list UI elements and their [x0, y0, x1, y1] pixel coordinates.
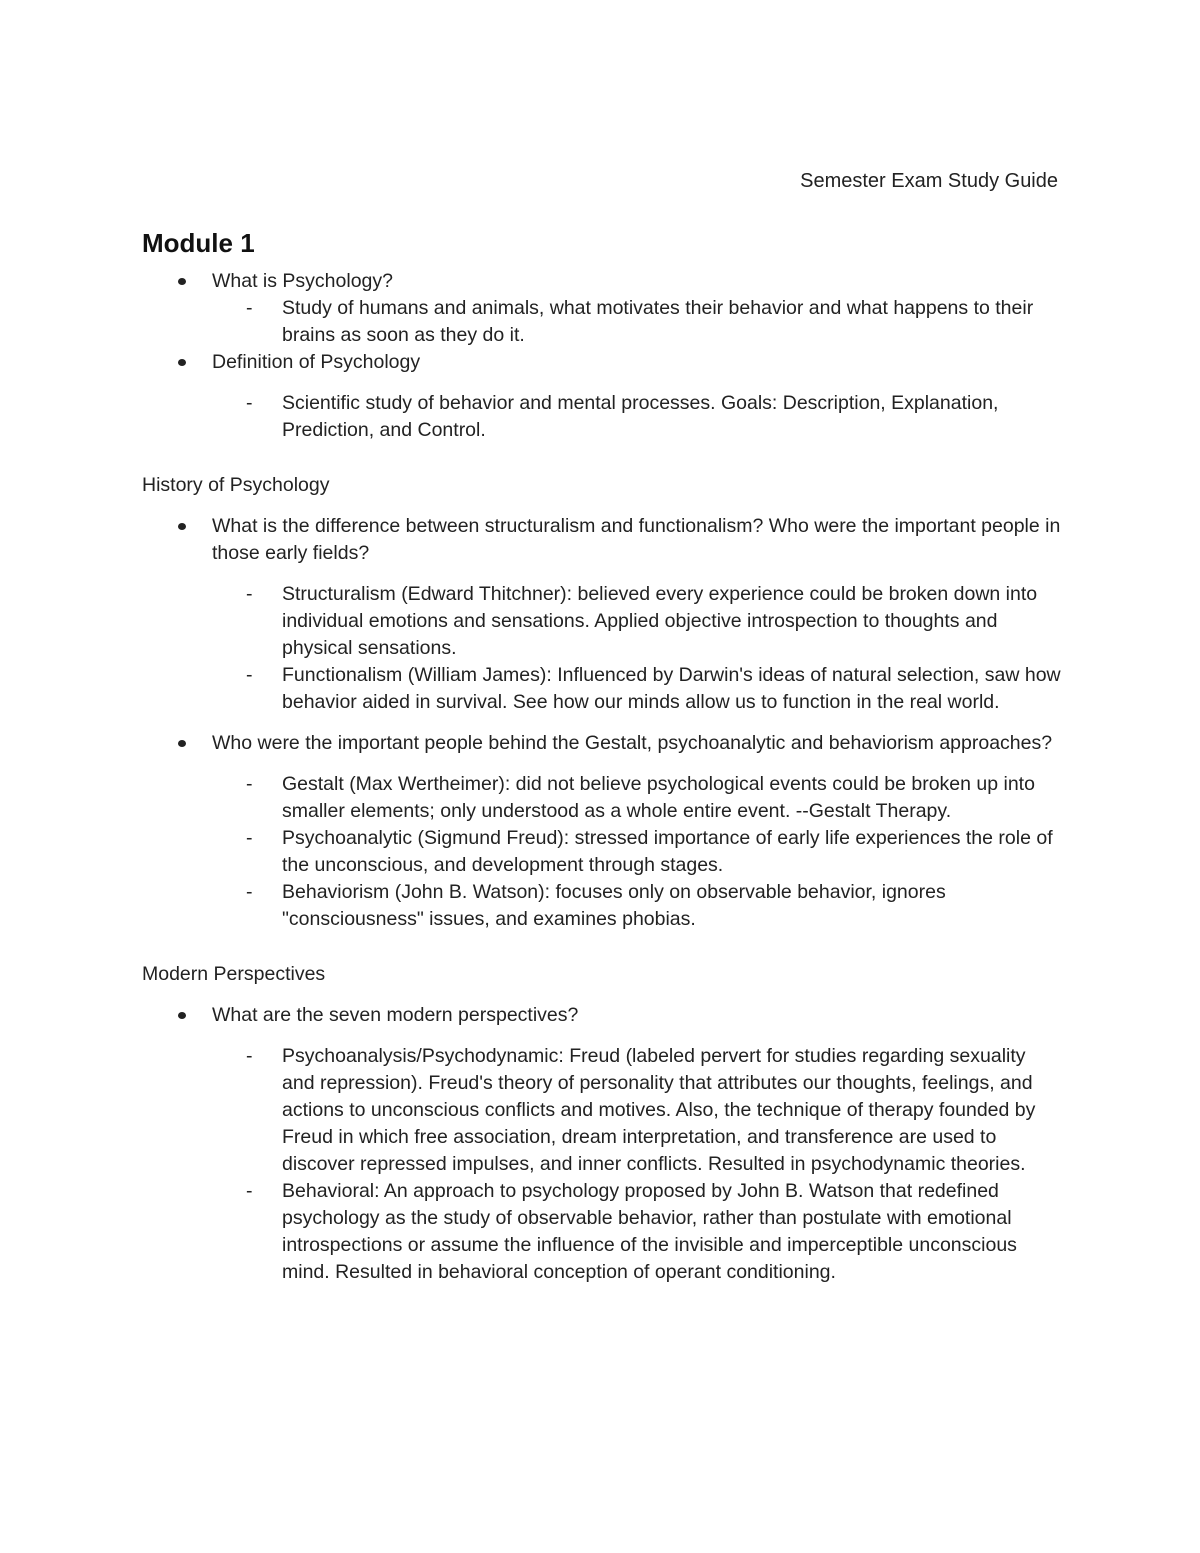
answer-list	[142, 1043, 1062, 1286]
bullet-icon	[178, 1012, 186, 1019]
answer-item	[142, 662, 1062, 716]
dash-icon: -	[246, 827, 253, 849]
question-what-is-psychology	[142, 268, 1062, 295]
answer-list	[142, 581, 1062, 716]
answer-item	[142, 825, 1062, 879]
question-seven-perspectives	[142, 1002, 1062, 1029]
answer-text: Scientific study of behavior and mental processes. Goals: Description, Explanation, Prediction, and Control.	[282, 392, 999, 441]
dash-icon: -	[246, 881, 253, 903]
answer-list	[142, 295, 1062, 349]
document-body	[142, 226, 1062, 1286]
answer-item	[142, 581, 1062, 662]
answer-list	[142, 771, 1062, 933]
answer-list	[142, 390, 1062, 444]
document-header: Semester Exam Study Guide	[800, 170, 1058, 192]
bullet-icon	[178, 523, 186, 530]
answer-item	[142, 1178, 1062, 1286]
answer-text: Gestalt (Max Wertheimer): did not believe psychological events could be broken up into smaller elements; only understood as a whole entire event. --Gestalt Therapy.	[282, 773, 1035, 822]
question-text: What are the seven modern perspectives?	[212, 1004, 579, 1026]
dash-icon: -	[246, 664, 253, 686]
dash-icon: -	[246, 392, 253, 414]
dash-icon: -	[246, 1180, 253, 1202]
answer-text: Behaviorism (John B. Watson): focuses only on observable behavior, ignores "consciousness" issues, and examines phobias.	[282, 881, 946, 930]
bullet-icon	[178, 278, 186, 285]
answer-item	[142, 295, 1062, 349]
answer-text: Psychoanalysis/Psychodynamic: Freud (labeled pervert for studies regarding sexuality and repression). Freud's theory of personality that attributes our thoughts, feelings, and actions to unconscious conflicts and motives. Also, the technique of therapy founded by Freud in which free association, dream interpretation, and transference are used to discover repressed impulses, and inner conflicts. Resulted in psychodynamic theories.	[282, 1045, 1036, 1175]
question-definition	[142, 349, 1062, 376]
section-title-modern: Modern Perspectives	[142, 963, 326, 985]
bullet-icon	[178, 740, 186, 747]
dash-icon: -	[246, 773, 253, 795]
dash-icon: -	[246, 297, 253, 319]
answer-text: Structuralism (Edward Thitchner): believed every experience could be broken down into individual emotions and sensations. Applied objective introspection to thoughts and physical sensations.	[282, 583, 1038, 659]
bullet-icon	[178, 359, 186, 366]
answer-item	[142, 390, 1062, 444]
answer-item	[142, 1043, 1062, 1178]
question-text: Definition of Psychology	[212, 351, 421, 373]
dash-icon: -	[246, 1045, 253, 1067]
answer-item	[142, 879, 1062, 933]
question-text: What is Psychology?	[212, 270, 393, 292]
answer-text: Behavioral: An approach to psychology proposed by John B. Watson that redefined psychology as the study of observable behavior, rather than postulate with emotional introspections or assume the influence of the invisible and imperceptible unconscious mind. Resulted in behavioral conception of operant conditioning.	[282, 1180, 1017, 1283]
question-gestalt-people	[142, 730, 1062, 757]
module-title: Module 1	[142, 228, 255, 258]
answer-text: Functionalism (William James): Influenced by Darwin's ideas of natural selection, saw how behavior aided in survival. See how our minds allow us to function in the real world.	[282, 664, 1061, 713]
answer-text: Study of humans and animals, what motivates their behavior and what happens to their brains as soon as they do it.	[282, 297, 1034, 346]
question-structuralism-functionalism	[142, 513, 1062, 567]
answer-text: Psychoanalytic (Sigmund Freud): stressed importance of early life experiences the role of the unconscious, and development through stages.	[282, 827, 1053, 876]
section-title-history: History of Psychology	[142, 474, 330, 496]
question-text: Who were the important people behind the Gestalt, psychoanalytic and behaviorism approaches?	[212, 732, 1053, 754]
dash-icon: -	[246, 583, 253, 605]
answer-item	[142, 771, 1062, 825]
question-text: What is the difference between structuralism and functionalism? Who were the important people in those early fields?	[212, 515, 1061, 564]
